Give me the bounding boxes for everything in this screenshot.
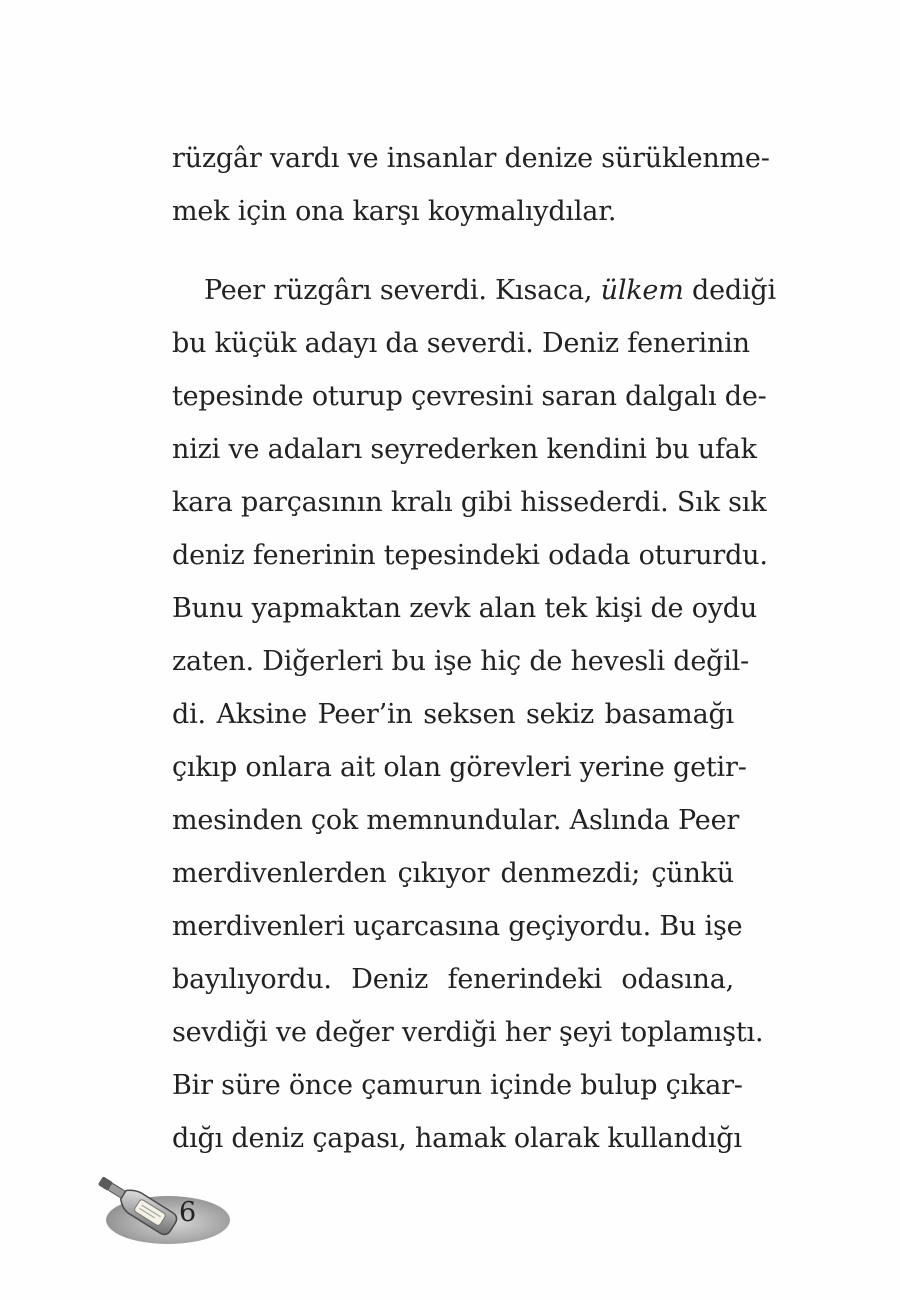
text-line: Bir süre önce çamurun içinde bulup çıkar- xyxy=(172,1070,743,1101)
text-line: bu küçük adayı da severdi. Deniz fenerinin xyxy=(172,328,750,359)
text-line: di. Aksine Peer’in seksen sekiz basamağı xyxy=(172,699,734,730)
text-line: kara parçasının kralı gibi hissederdi. Sık sık xyxy=(172,487,767,518)
text-line: rüzgâr vardı ve insanlar denize sürüklenme- xyxy=(172,143,770,174)
page-footer xyxy=(88,1172,238,1252)
text-line: deniz fenerinin tepesindeki odada otururdu. xyxy=(172,540,768,571)
text-line: merdivenleri uçarcasına geçiyordu. Bu işe xyxy=(172,911,743,942)
text-line: bayılıyordu. Deniz fenerindeki odasına, xyxy=(172,964,734,995)
page-number: 6 xyxy=(179,1197,197,1228)
text-line: merdivenlerden çıkıyor denmezdi; çünkü xyxy=(172,858,734,889)
bottle-icon xyxy=(88,1172,238,1252)
text-line: zaten. Diğerleri bu işe hiç de hevesli değil- xyxy=(172,646,750,677)
text-line: Bunu yapmaktan zevk alan tek kişi de oydu xyxy=(172,593,758,624)
text-line: dığı deniz çapası, hamak olarak kullandığı xyxy=(172,1123,742,1154)
text-line: mesinden çok memnundular. Aslında Peer xyxy=(172,805,740,836)
text-line xyxy=(172,264,776,317)
text-line: çıkıp onlara ait olan görevleri yerine getir- xyxy=(172,752,747,783)
text-line: mek için ona karşı koymalıydılar. xyxy=(172,196,617,227)
text-segment: dediği xyxy=(692,275,776,306)
italic-word: ülkem xyxy=(600,275,684,306)
body-text xyxy=(172,132,776,1165)
text-line: sevdiği ve değer verdiği her şeyi toplamıştı. xyxy=(172,1017,764,1048)
text-line: nizi ve adaları seyrederken kendini bu ufak xyxy=(172,434,757,465)
text-line: tepesinde oturup çevresini saran dalgalı de- xyxy=(172,381,767,412)
text-segment: Peer rüzgârı severdi. Kısaca, xyxy=(204,275,593,306)
